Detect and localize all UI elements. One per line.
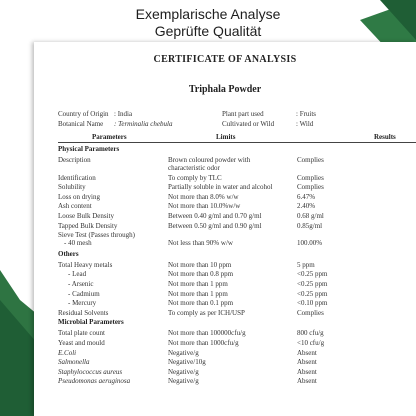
result-cell: <0.25 ppm [297,270,328,279]
parameter-cell: Yeast and mould [58,339,105,347]
result-cell: 2.40% [297,202,316,211]
parameter-cell: E.Coli [58,348,77,357]
result-cell: <0.25 ppm [297,289,328,298]
result-cell: 800 cfu/g [297,329,324,338]
botanical-label: Botanical Name [58,120,104,128]
limit-cell: Not more than 1000cfu/g [168,339,239,347]
section-heading-microbial: Microbial Parameters [58,318,124,327]
result-cell: Complies [297,156,324,164]
plant-part-label: Plant part used [222,110,264,118]
limit-cell: Not more than 0.8 ppm [168,270,234,279]
cultivated-label: Cultivated or Wild [222,120,275,128]
section-heading-physical: Physical Parameters [58,145,120,153]
country-value: : India [114,110,133,118]
limit-cell: To comply by TLC [168,173,222,182]
parameter-cell: Loss on drying [58,192,100,201]
country-label: Country of Origin [58,110,109,118]
cultivated-value: : Wild [296,120,314,128]
result-cell: Complies [297,183,324,192]
column-header-limits: Limits [216,133,236,141]
parameter-cell: - Mercury [68,299,97,308]
limit-cell: Negative/g [168,367,199,376]
result-cell: Absent [297,377,317,386]
parameter-cell: Pseudomonas aeruginosa [58,377,131,386]
limit-cell: Not more than 10 ppm [168,260,232,269]
result-cell: Absent [297,367,317,376]
result-cell: <0.25 ppm [297,280,328,288]
product-name: Triphala Powder [188,84,262,95]
limit-cell: Partially soluble in water and alcohol [168,183,273,192]
parameter-cell: - Arsenic [68,280,94,288]
section-heading-others: Others [58,249,79,258]
parameter-cell: Salmonella [58,358,90,367]
result-cell: <0.10 ppm [297,299,328,308]
result-cell: Complies [297,308,324,317]
certificate-document [34,42,416,416]
parameter-cell: Total Heavy metals [58,260,113,269]
limit-cell: Not less than 90% w/w [168,239,233,248]
parameter-cell: Solubility [58,183,86,192]
limit-cell: Negative/g [168,348,199,357]
parameter-cell: - Lead [68,270,87,279]
parameter-cell: Total plate count [58,329,105,338]
limit-cell: To comply as per ICH/USP [168,308,245,317]
limit-cell: Not more than 1 ppm [168,289,228,298]
result-cell: 0.85g/ml [297,221,323,230]
header-line-2: Geprüfte Qualität [154,23,262,39]
limit-cell: Brown coloured powder with [168,156,251,164]
result-cell: Complies [297,173,324,182]
parameter-cell: Staphylococcus aureus [58,367,123,376]
limit-cell: Not more than 1 ppm [168,280,228,288]
limit-cell: Between 0.50 g/ml and 0.90 g/ml [168,221,262,230]
result-cell: 5 ppm [297,260,315,269]
limit-cell: Between 0.40 g/ml and 0.70 g/ml [168,212,262,220]
certificate-title: CERTIFICATE OF ANALYSIS [153,54,297,65]
result-cell: 0.68 g/ml [297,212,324,220]
limit-cell-line-2: characteristic odor [168,164,220,172]
plant-part-value: : Fruits [296,110,317,118]
header-divider [58,142,416,143]
page-header [0,6,416,40]
parameter-cell: Description [58,156,91,164]
column-header-parameters: Parameters [92,133,127,141]
result-cell: 100.00% [297,239,323,248]
parameter-cell: Tapped Bulk Density [58,221,118,230]
parameter-cell: Identification [58,173,96,182]
botanical-value: : Terminalia chebula [114,120,173,128]
parameter-cell: Sieve Test (Passes through) [58,231,135,240]
parameter-cell: Loose Bulk Density [58,212,114,220]
result-cell: <10 cfu/g [297,339,325,347]
parameter-cell-line-2: - 40 mesh [64,239,92,248]
limit-cell: Not more than 0.1 ppm [168,299,234,308]
limit-cell: Negative/10g [168,358,206,367]
limit-cell: Negative/g [168,377,199,386]
header-line-1: Exemplarische Analyse [135,6,281,22]
result-cell: Absent [297,358,317,367]
result-cell: Absent [297,348,317,357]
limit-cell: Not more than 8.0% w/w [168,192,239,201]
result-cell: 6.47% [297,192,316,201]
parameter-cell: Residual Solvents [58,308,109,317]
limit-cell: Not more than 100000cfu/g [168,329,246,338]
parameter-cell: Ash content [58,202,92,211]
limit-cell: Not more than 10.0%w/w [168,202,241,211]
parameter-cell: - Cadmium [68,289,100,298]
column-header-results: Results [374,133,396,141]
